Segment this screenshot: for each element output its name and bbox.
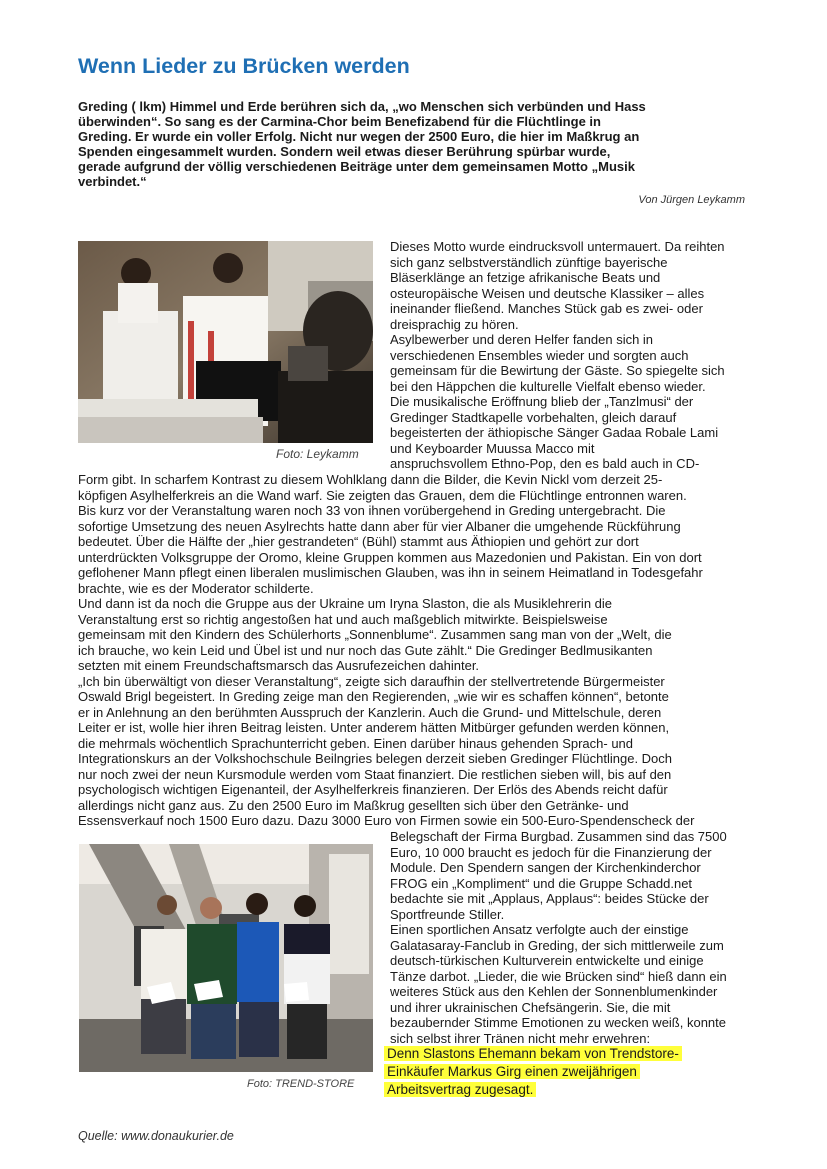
text-line: FROG ein „Kompliment“ und die Gruppe Schadd.net — [390, 875, 693, 891]
text-line: er in Anlehnung an den berühmten Ausspruch der Kanzlerin. Auch die Grund- und Mittelschule, deren — [78, 704, 662, 720]
source-credit: Quelle: www.donaukurier.de — [78, 1129, 234, 1143]
text-line: und ihrer ukrainischen Chefsängerin. Sie, die mit — [390, 999, 671, 1015]
text-line: ineinander fließend. Manches Stück gab es zwei- oder — [390, 301, 703, 316]
text-line: sich selbst ihrer Tränen nicht mehr erwehren: — [390, 1030, 651, 1046]
text-line: gemeinsam mit den Kindern des Schülerhorts „Sonnenblume“. Zusammen sang man von der „Welt, die — [78, 627, 672, 642]
text-line: dreisprachig zu hören. — [390, 316, 519, 332]
highlight-line: Arbeitsvertrag zugesagt. — [384, 1082, 536, 1097]
lead-line: Greding ( lkm) Himmel und Erde berühren sich da, „wo Menschen sich verbünden und Hass — [78, 99, 646, 114]
text-line: Dieses Motto wurde eindrucksvoll untermauert. Da reihten — [390, 239, 725, 254]
text-line: Leiter er ist, wolle hier ihren Beitrag leisten. Unter anderem hätten Mitbürger gefunden werden können, — [78, 720, 670, 735]
text-line: Die musikalische Eröffnung blieb der „Tanzlmusi“ der — [390, 394, 694, 409]
text-line: sich ganz selbstverständlich zünftige bayerische — [390, 254, 668, 270]
text-line: brachte, wie es der Moderator schilderte. — [78, 580, 314, 596]
text-line: gemeinsam für die Bewirtung der Gäste. So spiegelte sich — [390, 363, 725, 378]
text-line: weiteres Stück aus den Kehlen der Sonnenblumenkinder — [390, 984, 718, 999]
text-line: Bläserklänge an fetzige afrikanische Beats und — [390, 270, 661, 285]
right-column-bottom — [390, 829, 727, 1046]
text-line: sofortige Umsetzung des neuen Asylrechts hatte dann aber für vier Albaner die umgehende Rückführung — [78, 518, 681, 534]
text-line: Und dann ist da noch die Gruppe aus der Ukraine um Iryna Slaston, die als Musiklehrerin die — [78, 596, 613, 611]
text-line: Einen sportlichen Ansatz verfolgte auch der einstige — [390, 922, 689, 937]
text-line: geflohener Mann pflegt einen liberalen muslimischen Glauben, was ihn in seinem Heimatland in Todesgefahr — [78, 565, 703, 580]
text-line: Euro, 10 000 braucht es jedoch für die Finanzierung der — [390, 844, 712, 860]
text-line: Oswald Brigl begeistert. In Greding zeige man den Regierenden, „wie wir es schaffen können“, betonte — [78, 689, 669, 704]
text-line: Essensverkauf noch 1500 Euro dazu. Dazu 3000 Euro von Firmen sowie ein 500-Euro-Spendenscheck der — [78, 813, 695, 828]
text-line: Galatasaray-Fanclub in Greding, der sich mittlerweile zum — [390, 937, 724, 953]
text-line: verschiedenen Ensembles wieder und sorgten auch — [390, 347, 689, 363]
article-title: Wenn Lieder zu Brücken werden — [78, 54, 410, 78]
text-line: köpfigen Asylhelferkreis an die Wand warf. Sie zeigten das Grauen, dem die Flüchtlinge entronnen waren. — [78, 487, 687, 503]
text-line: bedeutet. Über die Hälfte der „hier gestrandeten“ (Bühl) stammt aus Äthiopien und gehört zur dort — [78, 534, 639, 549]
lead-line: gerade aufgrund der völlig verschiedenen Beiträge unter dem gemeinsamen Motto „Musik — [78, 159, 635, 174]
text-line: allerdings nicht ganz aus. Zu den 2500 Euro im Maßkrug gesellten sich über den Getränke- und — [78, 797, 629, 813]
text-line: psychologisch wichtigen Eigenanteil, der Asylhelferkreis finanzieren. Der Erlös des Abends reicht dafür — [78, 782, 668, 797]
text-line: ich brauche, wo kein Leid und Übel ist und nur noch das Gute zählt.“ Die Gredinger Bedlmusikanten — [78, 642, 653, 658]
lead-line: Spenden eingesammelt wurden. Sondern weil etwas dieser Berührung spürbar wurde, — [78, 144, 611, 159]
text-line: bei den Häppchen die kulturelle Vielfalt ebenso wieder. — [390, 378, 706, 394]
text-line: deutsch-türkischen Kulturverein entwickelte und einige — [390, 953, 704, 968]
full-width-body — [78, 472, 703, 829]
group-photo — [79, 844, 373, 1072]
text-line: Integrationskurs an der Volkshochschule Beilngries belegen derzeit sieben Gredinger Flüchtlinge. Doch — [78, 751, 673, 766]
text-line: Sportfreunde Stiller. — [390, 906, 505, 922]
text-line: bedachte sie mit „Applaus, Applaus“: beides Stücke der — [390, 891, 709, 906]
text-line: Form gibt. In scharfem Kontrast zu diesem Wohlklang dann die Bilder, die Kevin Nickl vom derzeit 25- — [78, 472, 663, 487]
text-line: setzten mit einem Freundschaftsmarsch das Ausrufezeichen dahinter. — [78, 658, 480, 673]
text-line: nur noch zwei der neun Kursmodule werden vom Staat finanziert. Die restlichen sieben will, bis auf den — [78, 766, 672, 782]
text-line: die mehrmals wöchentlich Sprachunterricht geben. Einen darüber hinaus gehenden Sprach- und — [78, 735, 634, 751]
highlight-line: Denn Slastons Ehemann bekam von Trendstore- — [384, 1046, 682, 1061]
text-line: Bis kurz vor der Veranstaltung waren noch 33 von ihnen vorübergehend in Greding untergebracht. Die — [78, 503, 666, 518]
photo-caption: Foto: Leykamm — [276, 447, 359, 461]
text-line: anspruchsvollem Ethno-Pop, den es bald auch in CD- — [390, 456, 700, 471]
highlight-line: Einkäufer Markus Girg einen zweijährigen — [384, 1064, 640, 1079]
text-line: Gredinger Stadtkapelle vorbehalten, gleich darauf — [390, 409, 677, 425]
text-line: Module. Den Spendern sangen der Kirchenkinderchor — [390, 860, 701, 875]
text-line: bezaubernder Stimme Emotionen zu wecken weiß, konnte — [390, 1015, 727, 1030]
lead-line: Greding. Er wurde ein voller Erfolg. Nicht nur wegen der 2500 Euro, die hier im Maßkrug an — [78, 129, 640, 144]
text-line: und Keyboarder Muussa Macco mit — [390, 440, 595, 456]
concert-photo — [78, 241, 373, 443]
text-line: osteuropäische Weisen und deutsche Klassiker – alles — [390, 285, 705, 301]
text-line: Belegschaft der Firma Burgbad. Zusammen sind das 7500 — [390, 829, 727, 844]
photo-caption: Foto: TREND-STORE — [247, 1078, 355, 1090]
text-line: Tänze darbot. „Lieder, die wie Brücken sind“ hieß dann ein — [390, 968, 727, 984]
text-line: „Ich bin überwältigt von dieser Veranstaltung“, zeigte sich daraufhin der stellvertretende Bürgermeister — [78, 673, 665, 689]
article-lead — [78, 99, 758, 189]
lead-line: überwinden“. So sang es der Carmina-Chor beim Benefizabend für die Flüchtlinge in — [78, 114, 601, 129]
text-line: unterdrückten Volksgruppe der Oromo, kleine Gruppen kommen aus Mazedonien und Pakistan. Ein von dort — [78, 549, 702, 565]
article-author: Von Jürgen Leykamm — [638, 194, 745, 206]
text-line: begeisterten der äthiopische Sänger Gadaa Robale Lami — [390, 425, 719, 440]
lead-line: verbindet.“ — [78, 174, 147, 189]
right-column-top — [390, 239, 725, 472]
highlighted-text — [384, 1045, 682, 1099]
text-line: Asylbewerber und deren Helfer fanden sich in — [390, 332, 654, 347]
text-line: Veranstaltung erst so richtig angestoßen hat und auch maßgeblich mitwirkte. Beispielsweise — [78, 611, 608, 627]
